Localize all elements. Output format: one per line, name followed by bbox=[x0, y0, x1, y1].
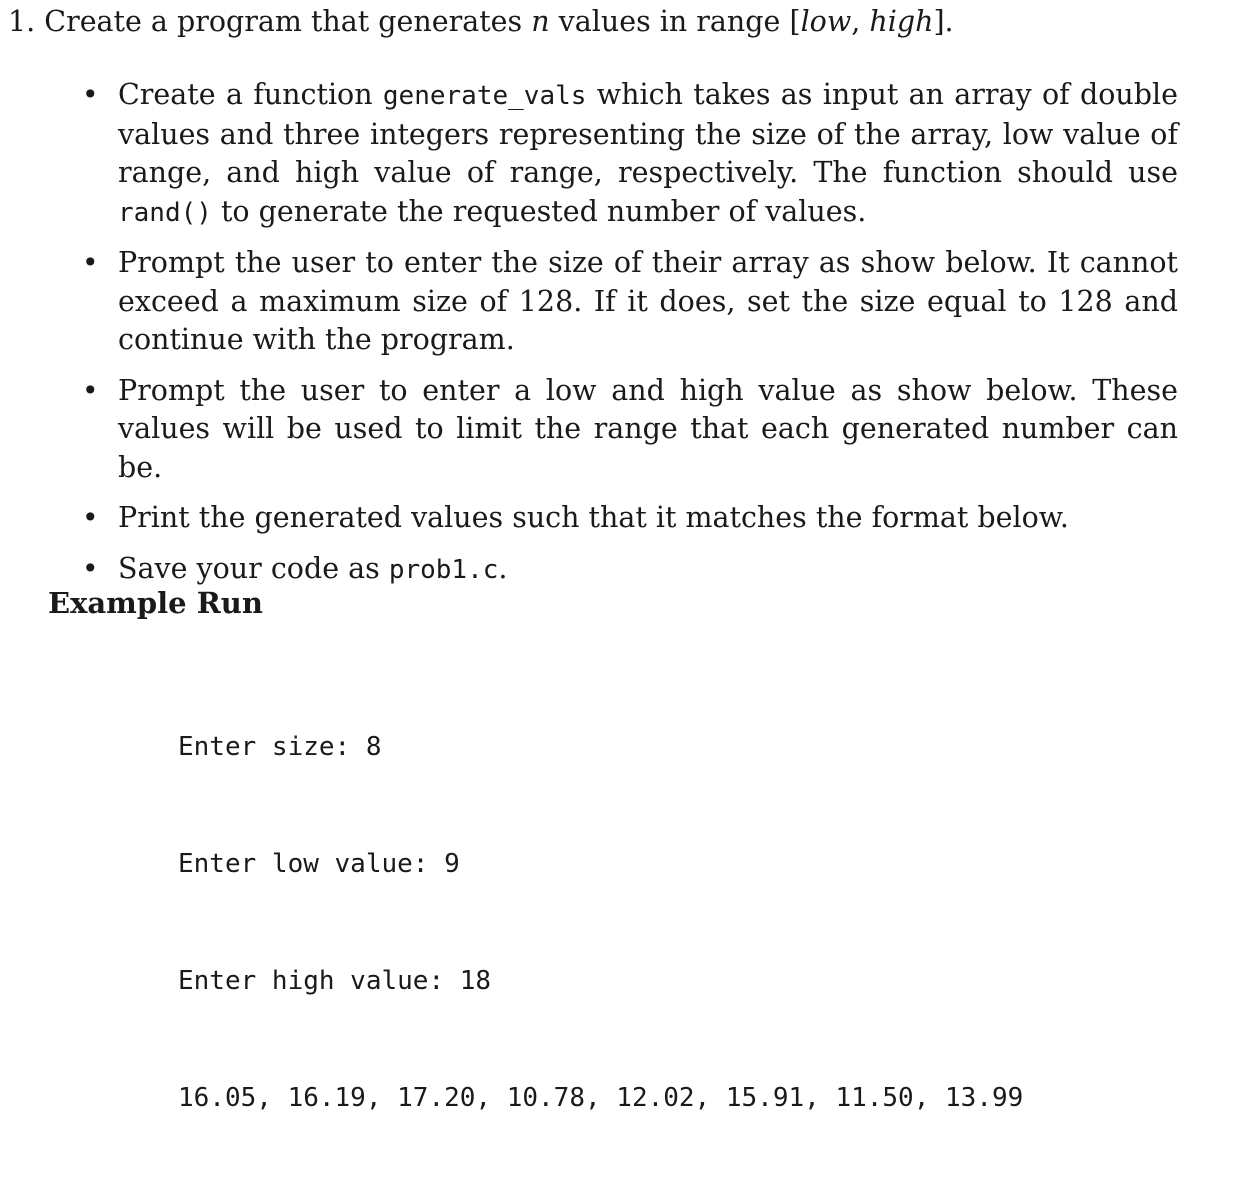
code-line: 16.05, 16.19, 17.20, 10.78, 12.02, 15.91, 11.50, 13.99 bbox=[178, 1083, 1024, 1113]
requirement-generate-vals: • Create a function generate_vals which takes as input an array of double values and three integers representing the size of the array, low value of range, and high value of range, respectively. The function should use rand() to generate the requested number of values. bbox=[118, 76, 1178, 232]
code-line: Enter high value: 18 bbox=[178, 966, 492, 996]
code-generate-vals: generate_vals bbox=[382, 81, 587, 111]
code-rand: rand() bbox=[118, 197, 212, 228]
requirement-print-values: • Print the generated values such that it matches the format below. bbox=[118, 499, 1178, 538]
range-notation: [low, high]. bbox=[789, 5, 954, 38]
requirement-prompt-range: • Prompt the user to enter a low and high value as show below. These values will be used to limit the range that each generated number can be. bbox=[118, 372, 1178, 488]
var-n: n bbox=[531, 5, 550, 38]
problem-text-after: values in range bbox=[558, 5, 781, 38]
problem-statement bbox=[8, 2, 954, 42]
example-run-output bbox=[178, 650, 1023, 1196]
problem-number: 1. bbox=[8, 5, 36, 38]
code-line: Enter low value: 9 bbox=[178, 849, 460, 879]
requirement-save-code: • Save your code as prob1.c. bbox=[118, 550, 1178, 590]
code-filename: prob1.c bbox=[388, 554, 499, 585]
requirement-prompt-size: • Prompt the user to enter the size of their array as show below. It cannot exceed a maximum size of 128. If it does, set the size equal to 128 and continue with the program. bbox=[118, 244, 1178, 360]
problem-text-before: Create a program that generates bbox=[44, 5, 523, 38]
code-line: Enter size: 8 bbox=[178, 732, 382, 762]
example-heading: Example Run bbox=[48, 586, 263, 620]
requirements-list bbox=[118, 76, 1178, 601]
